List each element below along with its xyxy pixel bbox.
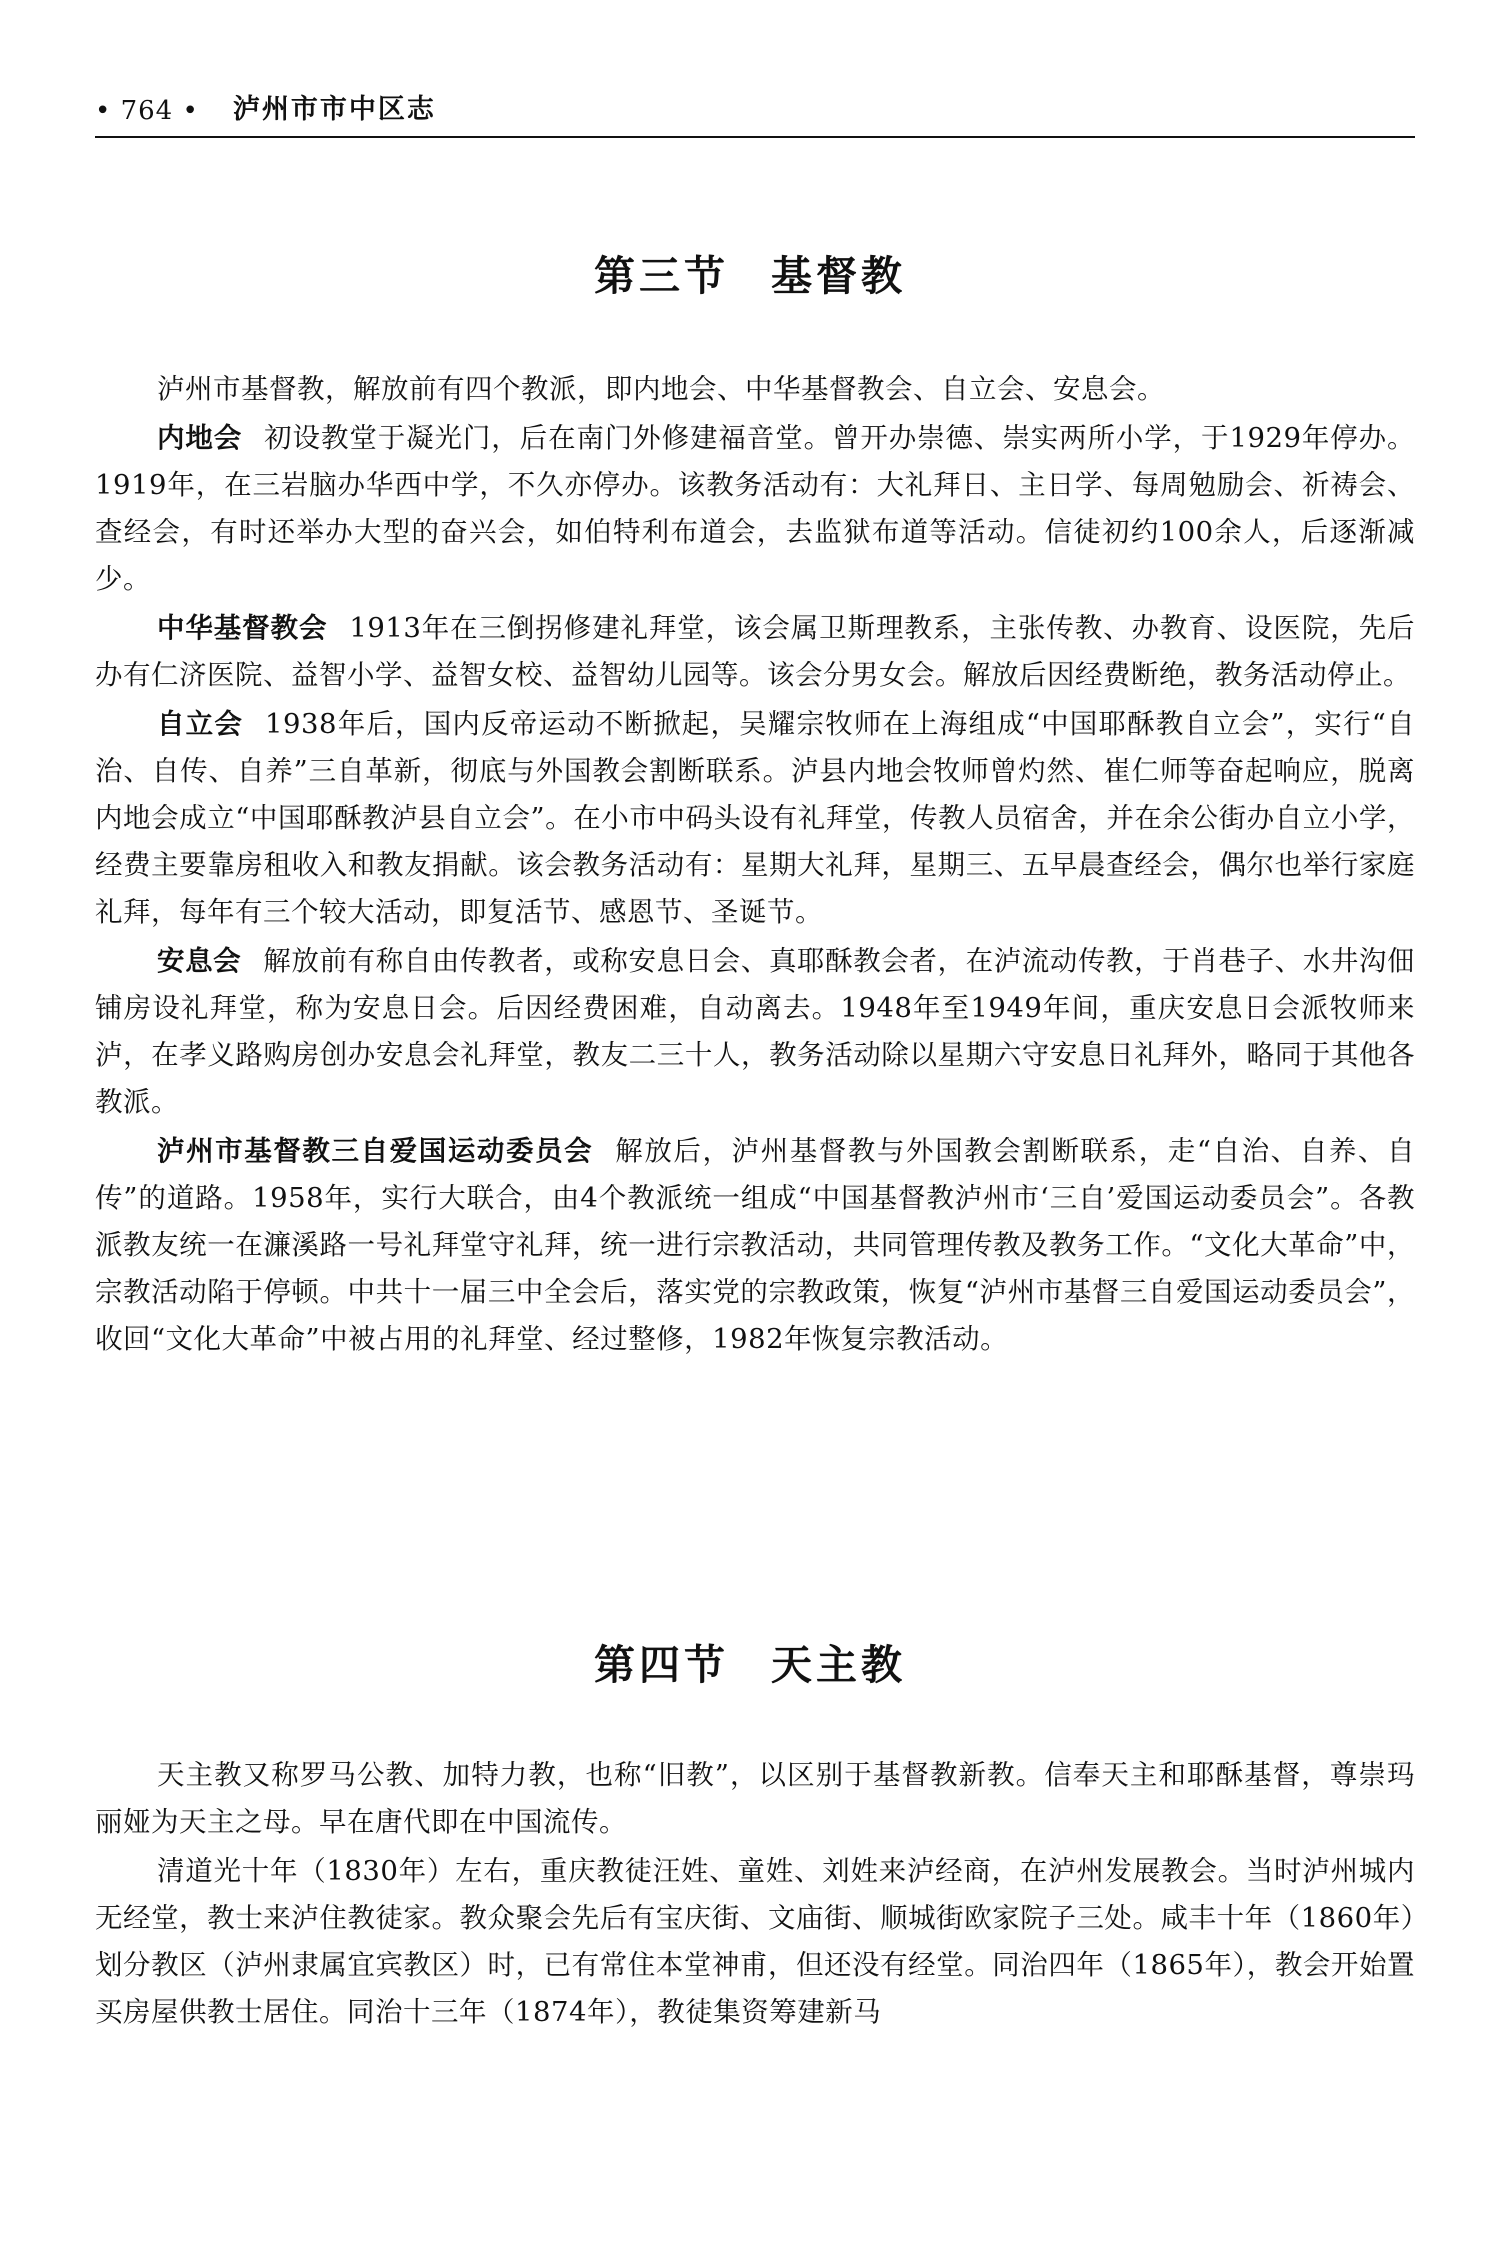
paragraph [95, 366, 1415, 413]
paragraph-text: 1913年在三倒拐修建礼拜堂，该会属卫斯理教系，主张传教、办教育、设医院，先后办有仁济医院、益智小学、益智女校、益智幼儿园等。该会分男女会。解放后因经费断绝，教务活动停止。 [95, 612, 1415, 691]
running-header [95, 82, 1415, 138]
paragraph [95, 938, 1415, 1126]
paragraph-term: 内地会 [157, 422, 243, 454]
paragraph-text: 解放后，泸州基督教与外国教会割断联系，走“自治、自养、自传”的道路。1958年，实行大联合，由4个教派统一组成“中国基督教泸州市‘三自’爱国运动委员会”。各教派教友统一在濂溪路一号礼拜堂守礼拜，统一进行宗教活动，共同管理传教及教务工作。“文化大革命”中，宗教活动陷于停顿。中共十一届三中全会后，落实党的宗教政策，恢复“泸州市基督三自爱国运动委员会”，收回“文化大革命”中被占用的礼拜堂、经过整修，1982年恢复宗教活动。 [95, 1135, 1416, 1355]
section-heading-catholicism [0, 1632, 1500, 1691]
book-title: 泸州市市中区志 [232, 94, 436, 125]
paragraph [95, 701, 1415, 936]
section-body-christianity [95, 366, 1415, 1365]
paragraph-text: 清道光十年（1830年）左右，重庆教徒汪姓、童姓、刘姓来泸经商，在泸州发展教会。当时泸州城内无经堂，教士来泸住教徒家。教众聚会先后有宝庆街、文庙街、顺城街欧家院子三处。咸丰十年（1860年）划分教区（泸州隶属宜宾教区）时，已有常住本堂神甫，但还没有经堂。同治四年（1865年），教会开始置买房屋供教士居住。同治十三年（1874年），教徒集资筹建新马 [95, 1855, 1415, 2028]
paragraph-text: 泸州市基督教，解放前有四个教派，即内地会、中华基督教会、自立会、安息会。 [157, 373, 1165, 405]
section-title: 基督教 [771, 252, 906, 300]
paragraph [95, 605, 1415, 699]
paragraph-term: 中华基督教会 [157, 612, 328, 644]
page-number: • 764 • [95, 96, 199, 126]
paragraph [95, 1752, 1415, 1846]
section-body-catholicism [95, 1752, 1415, 2038]
paragraph-text: 1938年后，国内反帝运动不断掀起，吴耀宗牧师在上海组成“中国耶酥教自立会”，实行“自治、自传、自养”三自革新，彻底与外国教会割断联系。泸县内地会牧师曾灼然、崔仁师等奋起响应，脱离内地会成立“中国耶酥教泸县自立会”。在小市中码头设有礼拜堂，传教人员宿舍，并在余公街办自立小学，经费主要靠房租收入和教友捐献。该会教务活动有：星期大礼拜，星期三、五早晨查经会，偶尔也举行家庭礼拜，每年有三个较大活动，即复活节、感恩节、圣诞节。 [95, 708, 1415, 928]
section-number: 第三节 [594, 252, 729, 300]
section-number: 第四节 [594, 1641, 729, 1689]
paragraph [95, 1848, 1415, 2036]
paragraph-text: 初设教堂于凝光门，后在南门外修建福音堂。曾开办崇德、崇实两所小学，于1929年停办。1919年，在三岩脑办华西中学，不久亦停办。该教务活动有：大礼拜日、主日学、每周勉励会、祈祷会、查经会，有时还举办大型的奋兴会，如伯特利布道会，去监狱布道等活动。信徒初约100余人，后逐渐减少。 [95, 422, 1415, 595]
section-heading-christianity [0, 243, 1500, 302]
paragraph-term: 泸州市基督教三自爱国运动委员会 [157, 1135, 594, 1167]
paragraph [95, 1128, 1415, 1363]
paragraph-term: 自立会 [157, 708, 244, 740]
paragraph-text: 天主教又称罗马公教、加特力教，也称“旧教”，以区别于基督教新教。信奉天主和耶酥基督，尊崇玛丽娅为天主之母。早在唐代即在中国流传。 [95, 1759, 1415, 1838]
paragraph-text: 解放前有称自由传教者，或称安息日会、真耶酥教会者，在泸流动传教，于肖巷子、水井沟佃铺房设礼拜堂，称为安息日会。后因经费困难，自动离去。1948年至1949年间，重庆安息日会派牧师来泸，在孝义路购房创办安息会礼拜堂，教友二三十人，教务活动除以星期六守安息日礼拜外，略同于其他各教派。 [95, 945, 1415, 1118]
paragraph [95, 415, 1415, 603]
section-title: 天主教 [771, 1641, 906, 1689]
paragraph-term: 安息会 [157, 945, 242, 977]
